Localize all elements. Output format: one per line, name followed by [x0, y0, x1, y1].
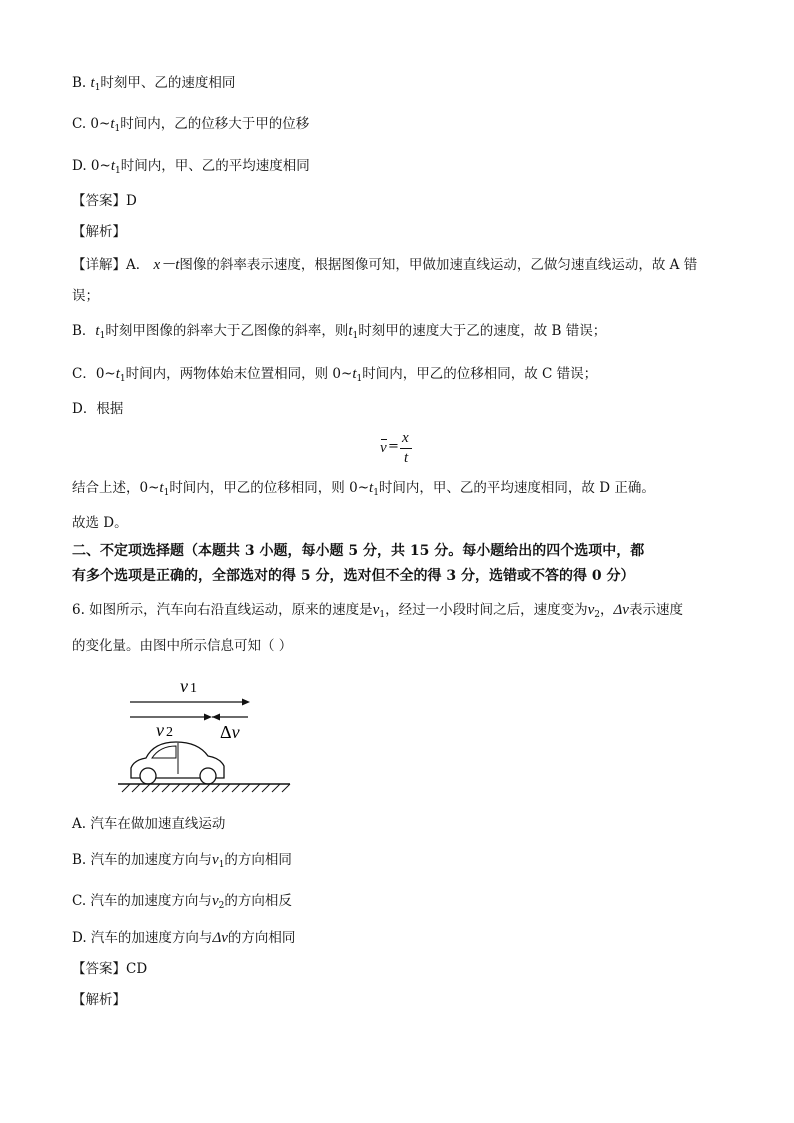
- answer-5: 【答案】D: [72, 193, 137, 209]
- choice-6-d: D. 汽车的加速度方向与Δv的方向相同: [72, 930, 296, 946]
- analysis-5: 【解析】: [72, 224, 126, 240]
- answer-6: 【答案】CD: [72, 961, 148, 977]
- v2-label: v: [156, 720, 164, 740]
- formula-eq: =: [388, 439, 399, 454]
- choice-6-c: C. 汽车的加速度方向与$v_2$的方向相反: [72, 893, 292, 911]
- v2-subscript: 2: [166, 725, 173, 740]
- fraction-bar: [400, 448, 412, 449]
- car-velocity-figure: [118, 672, 296, 798]
- formula-numerator: x: [402, 430, 409, 446]
- detail-b: B．$t_1$时刻甲图像的斜率大于乙图像的斜率，则$t_1$时刻甲的速度大于乙的速度，故 B 错误；: [72, 323, 607, 341]
- detail-d: D．根据: [72, 401, 124, 417]
- formula-denominator: t: [404, 450, 409, 466]
- ground-hatching: [122, 784, 290, 792]
- detail-summary: 结合上述，$0\sim t_1$时间内，甲乙的位移相同，则 $0\sim t_1$时间内，甲、乙的平均速度相同，故 D 正确。: [72, 480, 655, 498]
- detail-a: 【详解】A． x－t图像的斜率表示速度，根据图像可知，甲做加速直线运动，乙做匀速直线运动，故 A 错: [72, 257, 698, 273]
- detail-a-cont: 误；: [72, 288, 99, 304]
- dv-label: Δv: [220, 722, 240, 742]
- v1-label: v: [180, 676, 188, 696]
- option-c-prev: C. $0\sim t_1$时间内，乙的位移大于甲的位移: [72, 116, 310, 134]
- choice-6-b: B. 汽车的加速度方向与$v_1$的方向相同: [72, 852, 292, 870]
- formula-lhs: v: [380, 440, 387, 456]
- question-6-line1: 6. 如图所示，汽车向右沿直线运动，原来的速度是$v_1$，经过一小段时间之后，速度变为$v_2$，Δv表示速度: [72, 602, 683, 620]
- v1-subscript: 1: [190, 681, 197, 696]
- average-velocity-formula: [380, 430, 420, 470]
- option-b-prev: B. $t_1$时刻甲、乙的速度相同: [72, 75, 236, 93]
- detail-choose: 故选 D。: [72, 515, 128, 531]
- choice-6-a: A. 汽车在做加速直线运动: [72, 816, 226, 832]
- option-d-prev: D. $0\sim t_1$时间内，甲、乙的平均速度相同: [72, 158, 310, 176]
- question-6-line2: 的变化量。由图中所示信息可知（ ）: [72, 638, 293, 654]
- analysis-6: 【解析】: [72, 992, 126, 1008]
- section-2-heading-line1: 二、不定项选择题（本题共 3 小题，每小题 5 分，共 15 分。每小题给出的四个选项中，都: [72, 543, 645, 559]
- dv-arrowhead: [212, 714, 220, 721]
- v1-arrowhead: [242, 699, 250, 706]
- car-front-wheel: [140, 768, 156, 784]
- car-rear-wheel: [200, 768, 216, 784]
- detail-c: C．$0\sim t_1$时间内，两物体始末位置相同，则 $0\sim t_1$时间内，甲乙的位移相同，故 C 错误；: [72, 366, 598, 384]
- v2-arrowhead: [204, 714, 212, 721]
- section-2-heading-line2: 有多个选项是正确的，全部选对的得 5 分，选对但不全的得 3 分，选错或不答的得 0 分）: [72, 568, 635, 584]
